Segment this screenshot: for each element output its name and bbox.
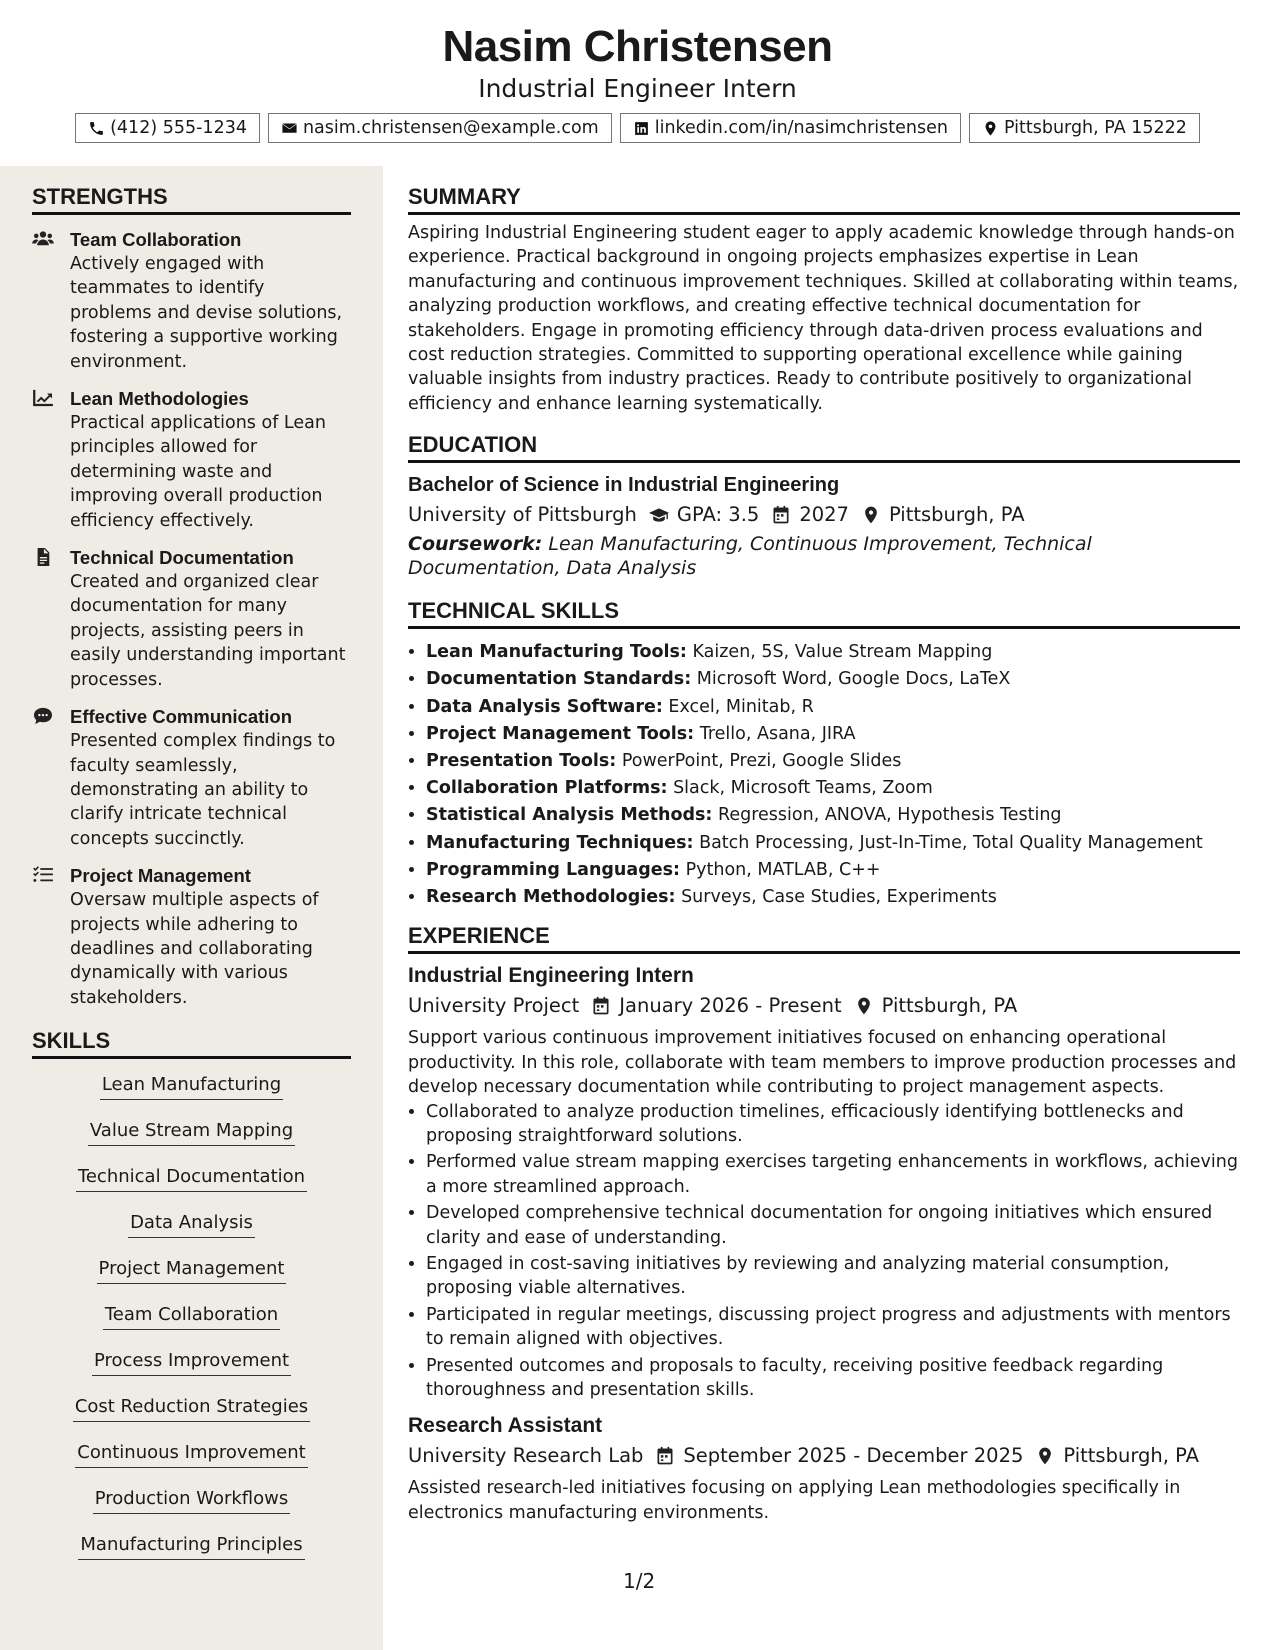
- skill-tag: Lean Manufacturing: [100, 1073, 283, 1100]
- education-location: Pittsburgh, PA: [888, 503, 1025, 527]
- map-pin-icon: [854, 996, 874, 1016]
- skill-tag: Manufacturing Principles: [78, 1533, 304, 1560]
- checklist-icon: [32, 866, 54, 884]
- strength-title: Technical Documentation: [70, 547, 294, 569]
- education-meta: [408, 503, 1240, 526]
- coursework-label: Coursework:: [408, 533, 543, 556]
- strength-title: Lean Methodologies: [70, 388, 249, 410]
- list-item: • Performed value stream mapping exercises targeting enhancements in workflows, achieving a more streamlined approach.: [426, 1150, 1240, 1199]
- calendar-icon: [655, 1446, 675, 1466]
- skill-tag: Cost Reduction Strategies: [73, 1395, 310, 1422]
- skill-tag: Process Improvement: [92, 1349, 291, 1376]
- technical-skills-heading: TECHNICAL SKILLS: [408, 598, 1240, 629]
- summary-text: Aspiring Industrial Engineering student eager to apply academic knowledge through hands-on experience. Practical background in ongoing projects emphasizes expertise in Lean manufacturing and continuous improvement techniques. Skilled at collaborating within teams, analyzing production workflows, and creating effective technical documentation for stakeholders. Engage in promoting efficiency through data-driven process evaluations and cost reduction strategies. Committed to supporting operational excellence while gaining valuable insights from industry practices. Ready to contribute positively to organizational efficiency and enhance learning systematically.: [408, 223, 1239, 414]
- skill-tag: Project Management: [97, 1257, 287, 1284]
- list-item: [426, 857, 1240, 884]
- list-item: [426, 748, 1240, 775]
- skill-values: Microsoft Word, Google Docs, LaTeX: [691, 669, 1011, 690]
- strength-item: [32, 704, 351, 851]
- strength-item: [32, 386, 351, 533]
- job-location: Pittsburgh, PA: [1063, 1444, 1199, 1468]
- job-summary: Support various continuous improvement initiatives focused on enhancing operational productivity. In this role, collaborate with team members to improve production processes and develop necessary documentation while contributing to project management aspects.: [408, 1028, 1237, 1098]
- strengths-heading: STRENGTHS: [32, 184, 351, 215]
- skill-category: Presentation Tools:: [426, 751, 617, 772]
- contact-email[interactable]: [268, 113, 612, 143]
- job-dates: September 2025 - December 2025: [683, 1444, 1024, 1468]
- linkedin-icon: [633, 120, 650, 137]
- job-meta: [396, 1444, 1240, 1467]
- contact-text: nasim.christensen@example.com: [302, 118, 599, 138]
- graduation-year: 2027: [799, 503, 849, 527]
- skill-category: Programming Languages:: [426, 859, 681, 880]
- coursework: [408, 532, 1240, 580]
- skill-values: Python, MATLAB, C++: [680, 859, 881, 880]
- skill-tag-list: [32, 1073, 351, 1579]
- summary-section: [408, 184, 1240, 416]
- calendar-icon: [591, 996, 611, 1016]
- list-item: [426, 802, 1240, 829]
- main-content: [408, 166, 1240, 1525]
- contact-linkedin[interactable]: [620, 113, 961, 143]
- skill-values: Excel, Minitab, R: [662, 696, 814, 717]
- job-location: Pittsburgh, PA: [881, 994, 1018, 1018]
- contact-phone[interactable]: [75, 113, 260, 143]
- strength-title: Project Management: [70, 865, 251, 887]
- strength-item: [32, 545, 351, 692]
- technical-skills-section: [408, 598, 1240, 911]
- strengths-section: [32, 184, 351, 1010]
- list-item: [426, 666, 1240, 693]
- skill-tag: Production Workflows: [93, 1487, 291, 1514]
- list-item: • Collaborated to analyze production timelines, efficaciously identifying bottlenecks and proposing straightforward solutions.: [426, 1100, 1240, 1149]
- list-item: [426, 830, 1240, 857]
- skill-category: Manufacturing Techniques:: [426, 832, 694, 853]
- job-title: Research Assistant: [408, 1414, 603, 1438]
- strength-item: [32, 863, 351, 1010]
- list-item: [426, 694, 1240, 721]
- job-dates: January 2026 - Present: [619, 994, 842, 1018]
- phone-icon: [88, 120, 105, 137]
- strength-title: Team Collaboration: [70, 229, 242, 250]
- experience-entry: [408, 964, 1240, 1402]
- skill-values: Surveys, Case Studies, Experiments: [675, 887, 997, 908]
- contact-text: Pittsburgh, PA 15222: [1003, 118, 1187, 138]
- list-item: • Presented outcomes and proposals to faculty, receiving positive feedback regarding thoroughness and presentation skills.: [426, 1354, 1240, 1403]
- chart-line-icon: [32, 389, 54, 407]
- strength-description: Practical applications of Lean principles allowed for determining waste and improving overall production efficiency effectively.: [70, 413, 326, 531]
- list-item: [426, 721, 1240, 748]
- skill-category: Data Analysis Software:: [426, 696, 663, 717]
- skill-category: Documentation Standards:: [426, 669, 692, 690]
- job-summary: Assisted research-led initiatives focusing on applying Lean methodologies specifically in electronics manufacturing environments.: [408, 1478, 1181, 1523]
- technical-skills-list: [408, 639, 1240, 911]
- strength-item: [32, 227, 351, 374]
- strength-description: Created and organized clear documentation for many projects, assisting peers in easily understanding important processes.: [70, 572, 346, 690]
- strength-title: Effective Communication: [70, 706, 293, 728]
- job-title: Industrial Engineer Intern: [478, 74, 797, 103]
- skill-category: Collaboration Platforms:: [426, 778, 668, 799]
- education-heading: EDUCATION: [408, 432, 1240, 463]
- skill-tag: Value Stream Mapping: [88, 1119, 295, 1146]
- skill-tag: Continuous Improvement: [75, 1441, 307, 1468]
- organization: University Research Lab: [408, 1444, 644, 1468]
- map-pin-icon: [1035, 1446, 1055, 1466]
- skill-values: PowerPoint, Prezi, Google Slides: [616, 751, 902, 772]
- job-meta: [396, 994, 1240, 1017]
- skill-tag: Team Collaboration: [103, 1303, 280, 1330]
- school-name: University of Pittsburgh: [408, 503, 637, 527]
- list-item: • Participated in regular meetings, discussing project progress and adjustments with mentors to remain aligned with objectives.: [426, 1303, 1240, 1352]
- coursework-list: Lean Manufacturing, Continuous Improvement, Technical Documentation, Data Analysis: [408, 533, 1092, 580]
- skill-category: Project Management Tools:: [426, 723, 695, 744]
- list-item: [426, 775, 1240, 802]
- map-pin-icon: [982, 120, 999, 137]
- list-item: [426, 639, 1240, 666]
- file-icon: [32, 548, 54, 566]
- job-bullets: [408, 1100, 1240, 1403]
- list-item: • Developed comprehensive technical documentation for ongoing initiatives which ensured clarity and ease of understanding.: [426, 1201, 1240, 1250]
- skill-values: Trello, Asana, JIRA: [694, 723, 856, 744]
- speech-bubble-icon: [32, 707, 54, 725]
- list-item: [426, 884, 1240, 911]
- calendar-icon: [771, 505, 791, 525]
- organization: University Project: [408, 994, 580, 1018]
- experience-entry: [408, 1414, 1240, 1525]
- skill-values: Regression, ANOVA, Hypothesis Testing: [712, 805, 1062, 826]
- contact-location: [969, 113, 1200, 143]
- users-icon: [32, 230, 54, 248]
- experience-section: [408, 923, 1240, 1525]
- degree-title: Bachelor of Science in Industrial Engineering: [408, 474, 840, 497]
- envelope-icon: [281, 120, 298, 137]
- skill-tag: Technical Documentation: [76, 1165, 307, 1192]
- skill-values: Slack, Microsoft Teams, Zoom: [667, 778, 933, 799]
- summary-heading: SUMMARY: [408, 184, 1240, 215]
- skills-section: [32, 1028, 351, 1579]
- skill-tag: Data Analysis: [128, 1211, 255, 1238]
- strength-description: Actively engaged with teammates to identify problems and devise solutions, fostering a supportive working environment.: [70, 254, 343, 372]
- graduation-cap-icon: [649, 505, 669, 525]
- job-title: Industrial Engineering Intern: [408, 964, 694, 988]
- skill-category: Research Methodologies:: [426, 887, 676, 908]
- strength-description: Oversaw multiple aspects of projects while adhering to deadlines and collaborating dynamically with various stakeholders.: [70, 890, 319, 1008]
- skill-values: Kaizen, 5S, Value Stream Mapping: [686, 642, 993, 663]
- skills-heading: SKILLS: [32, 1028, 351, 1059]
- contact-text: (412) 555-1234: [110, 118, 247, 138]
- candidate-name: Nasim Christensen: [442, 22, 833, 71]
- page-number: 1/2: [623, 1569, 656, 1593]
- map-pin-icon: [861, 505, 881, 525]
- sidebar: [0, 166, 383, 1650]
- gpa: GPA: 3.5: [676, 503, 760, 527]
- skill-category: Statistical Analysis Methods:: [426, 805, 713, 826]
- list-item: • Engaged in cost-saving initiatives by reviewing and analyzing material consumption, proposing viable alternatives.: [426, 1252, 1240, 1301]
- contact-bar: [0, 113, 1275, 143]
- skill-values: Batch Processing, Just-In-Time, Total Quality Management: [693, 832, 1203, 853]
- contact-text: linkedin.com/in/nasimchristensen: [654, 118, 948, 138]
- education-section: [408, 432, 1240, 580]
- experience-heading: EXPERIENCE: [408, 923, 1240, 954]
- strength-description: Presented complex findings to faculty seamlessly, demonstrating an ability to clarify intricate technical concepts succinctly.: [70, 731, 336, 849]
- skill-category: Lean Manufacturing Tools:: [426, 642, 687, 663]
